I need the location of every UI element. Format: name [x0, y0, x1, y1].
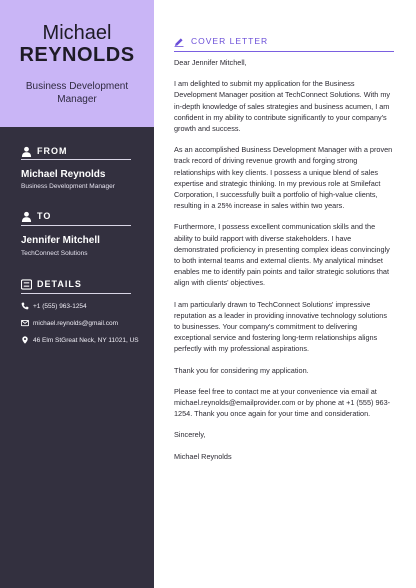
cover-letter-divider — [174, 51, 394, 52]
to-section-heading — [21, 210, 131, 224]
recipient-name: Jennifer Mitchell — [21, 235, 100, 246]
cover-letter-label: COVER LETTER — [191, 36, 269, 46]
signature: Michael Reynolds — [174, 451, 232, 461]
email-address[interactable]: michael.reynolds@gmail.com — [33, 320, 118, 327]
cover-letter-heading — [174, 36, 394, 48]
sidebar — [0, 0, 154, 588]
from-section-heading — [21, 145, 131, 159]
details-section-heading — [21, 278, 131, 292]
salutation: Dear Jennifer Mitchell, — [174, 58, 247, 67]
phone-number[interactable]: +1 (555) 963-1254 — [33, 303, 87, 310]
from-heading-label: FROM — [37, 146, 68, 156]
first-name: Michael — [42, 22, 112, 44]
paragraph-intro: I am delighted to submit my application for the Business Development Manager position at TechConnect Solutions. With my in-depth knowledge of sales strategies and business acumen, I am confident in my ability to contribute significantly to your company's growth and success. — [174, 79, 391, 134]
user-icon — [21, 146, 32, 157]
recipient-company: TechConnect Solutions — [21, 250, 88, 257]
pen-icon — [174, 37, 184, 47]
paragraph-company: I am particularly drawn to TechConnect Solutions' impressive reputation as a leader in providing innovative technology solutions to businesses. Your company's commitment to delivering exceptional service and fostering long-term relationships aligns perfectly with my professional aspirations. — [174, 299, 387, 354]
phone-icon — [21, 302, 29, 310]
location-pin-icon — [21, 336, 29, 344]
name-header — [0, 0, 154, 127]
postal-address: 46 Elm StGreat Neck, NY 11021, US — [33, 337, 139, 344]
job-title: Business Development Manager — [25, 81, 129, 105]
closing: Sincerely, — [174, 430, 206, 440]
user-icon — [21, 211, 32, 222]
letter-body — [174, 57, 394, 472]
from-divider — [21, 159, 131, 160]
paragraph-experience: As an accomplished Business Development Manager with a proven track record of driving revenue growth and forging strong relationships with key clients. I possess a unique blend of sales expertise and strategic thinking. In my previous role at Smilefact Corporation, I successfully built a portfolio of high-value clients, resulting in a 25% increase in sales within two years. — [174, 145, 393, 211]
paragraph-skills: Furthermore, I possess excellent communication skills and the ability to build rapport with diverse stakeholders. I have demonstrated proficiency in presenting complex ideas convincingly to both internal teams and external clients. My analytical mindset enables me to identify pain points and tailor strategic solutions that align with clients' objectives. — [174, 222, 390, 288]
to-divider — [21, 225, 131, 226]
paragraph-thanks: Thank you for considering my application. — [174, 365, 309, 375]
envelope-icon — [21, 319, 29, 327]
to-heading-label: TO — [37, 211, 52, 221]
list-icon — [21, 279, 32, 290]
last-name: REYNOLDS — [19, 44, 135, 66]
sender-name: Michael Reynolds — [21, 169, 106, 180]
sender-role: Business Development Manager — [21, 183, 115, 190]
paragraph-contact: Please feel free to contact me at your convenience via email at michael.reynolds@emailprovider.com or by phone at +1 (555) 963-1254. Thank you once again for your time and consideration. — [174, 386, 391, 419]
details-heading-label: DETAILS — [37, 279, 82, 289]
details-divider — [21, 293, 131, 294]
